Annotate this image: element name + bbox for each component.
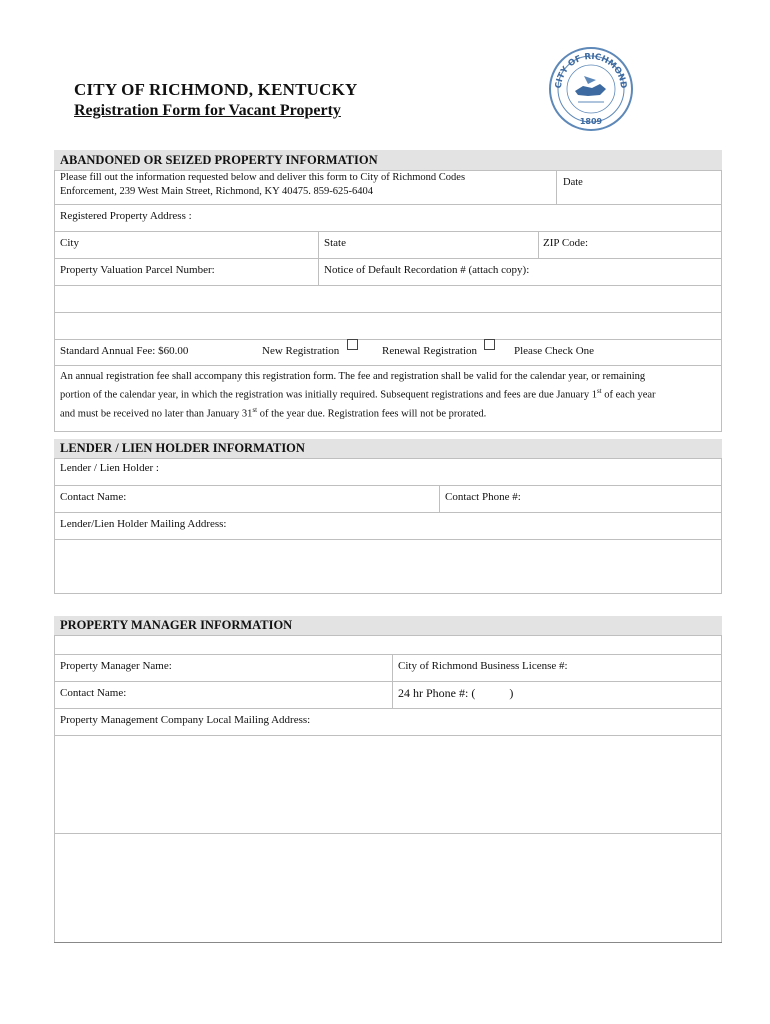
new-registration-label: New Registration — [262, 345, 340, 357]
lender-contact-phone-field[interactable]: Contact Phone #: — [445, 491, 521, 503]
fee-paragraph: An annual registration fee shall accompany this registration form. The fee and registration shall be valid for the calendar year, or remaining portion of the calendar year, in which the registration was initially required. Subsequent registrations and fees are due January 1st of each year and must be received no later than January 31st of the year due. Registration fees will not be prorated. — [60, 371, 656, 419]
instructions-line2: Enforcement, 239 West Main Street, Richmond, KY 40475. 859-625-6404 — [60, 186, 373, 197]
manager-contact-name-field[interactable]: Contact Name: — [60, 687, 127, 699]
state-field[interactable]: State — [324, 237, 346, 249]
manager-phone-field[interactable]: 24 hr Phone #: ( ) — [398, 686, 514, 700]
registered-address-field[interactable]: Registered Property Address : — [60, 210, 192, 222]
zip-code-field[interactable]: ZIP Code: — [543, 237, 589, 249]
date-label: Date — [563, 177, 583, 188]
form-title: Registration Form for Vacant Property — [74, 102, 341, 119]
manager-mailing-address-field[interactable]: Property Management Company Local Mailing Address: — [60, 714, 311, 726]
city-seal-logo — [548, 46, 634, 132]
section-abandoned-heading: ABANDONED OR SEIZED PROPERTY INFORMATION — [54, 150, 722, 170]
notice-of-default-field[interactable]: Notice of Default Recordation # (attach copy): — [324, 264, 530, 276]
section-lender-heading: LENDER / LIEN HOLDER INFORMATION — [54, 439, 722, 458]
lender-lien-holder-field[interactable]: Lender / Lien Holder : — [60, 462, 159, 474]
standard-fee-label: Standard Annual Fee: $60.00 — [60, 345, 189, 357]
seal-year: 1809 — [579, 117, 603, 126]
seal-top-text: CITY OF RICHMOND — [553, 51, 629, 90]
property-manager-name-field[interactable]: Property Manager Name: — [60, 660, 172, 672]
city-field[interactable]: City — [60, 237, 79, 249]
lender-contact-name-field[interactable]: Contact Name: — [60, 491, 127, 503]
city-title: CITY OF RICHMOND, KENTUCKY — [74, 80, 358, 99]
new-registration-checkbox[interactable] — [347, 339, 358, 350]
instructions-line1: Please fill out the information requested below and deliver this form to City of Richmond Codes — [60, 172, 466, 183]
please-check-one-label: Please Check One — [514, 345, 595, 357]
lender-mailing-address-field[interactable]: Lender/Lien Holder Mailing Address: — [60, 518, 227, 530]
section-manager-heading: PROPERTY MANAGER INFORMATION — [54, 616, 722, 635]
renewal-registration-checkbox[interactable] — [484, 339, 495, 350]
renewal-registration-label: Renewal Registration — [382, 345, 478, 357]
business-license-field[interactable]: City of Richmond Business License #: — [398, 660, 568, 672]
parcel-number-field[interactable]: Property Valuation Parcel Number: — [60, 264, 215, 276]
